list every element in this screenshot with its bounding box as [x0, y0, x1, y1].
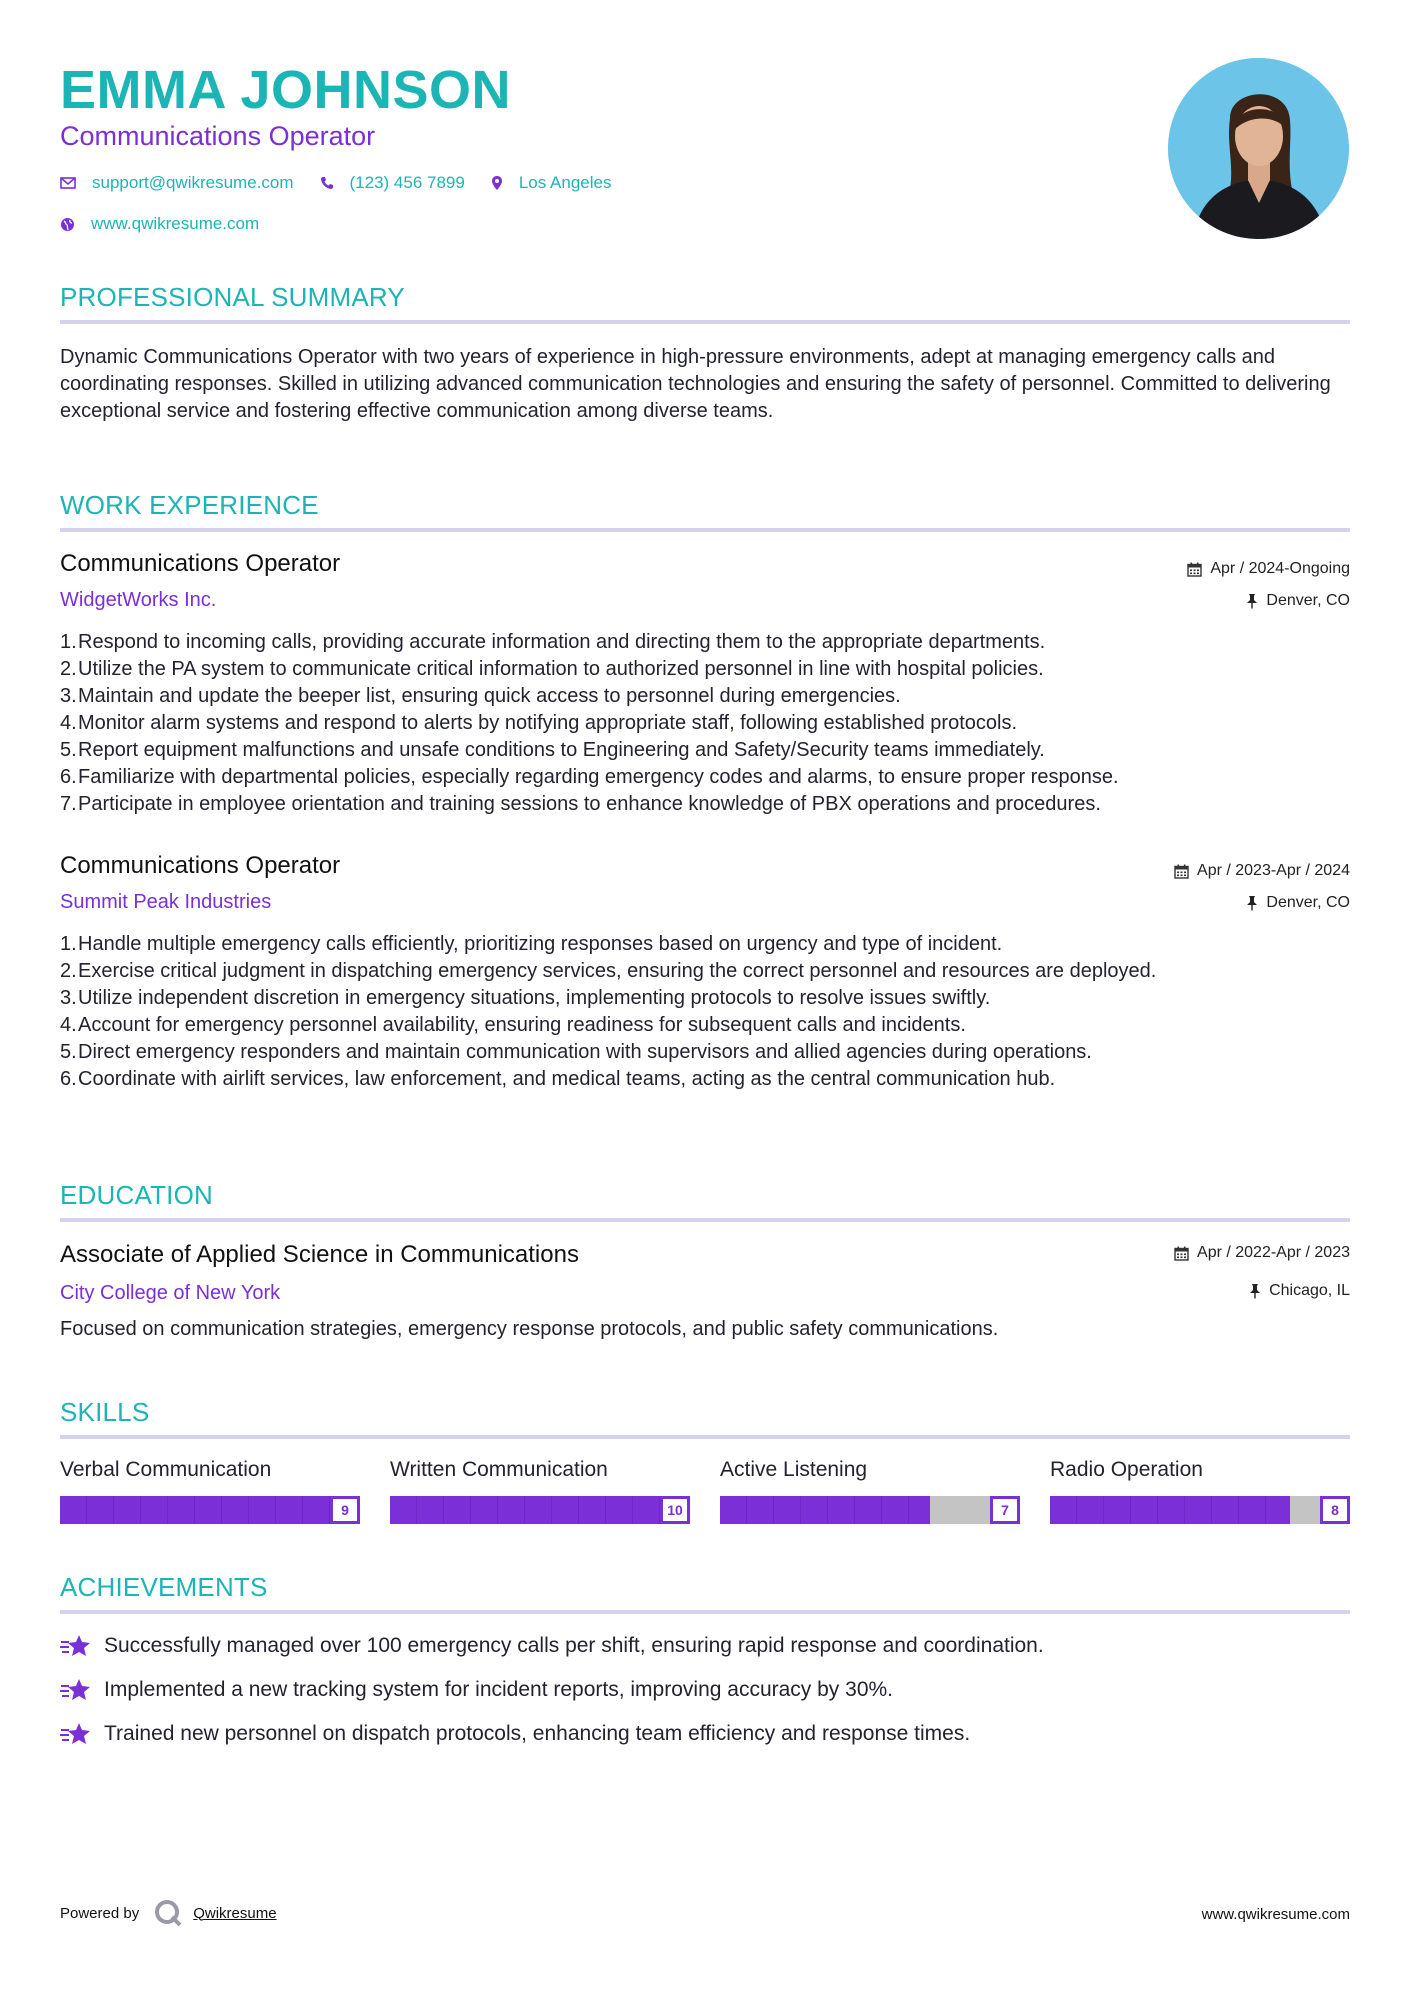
education-dates-text: Apr / 2022-Apr / 2023	[1197, 1244, 1350, 1261]
job-responsibilities	[60, 931, 1350, 1093]
footer-website[interactable]: www.qwikresume.com	[1201, 1906, 1350, 1923]
skill-bar	[390, 1496, 690, 1524]
phone-contact[interactable]	[320, 173, 465, 193]
skill-written-communication	[390, 1456, 690, 1524]
job-location-text: Denver, CO	[1266, 894, 1350, 911]
company-name: WidgetWorks Inc.	[60, 589, 217, 611]
calendar-icon	[1174, 1246, 1189, 1261]
job-responsibilities	[60, 629, 1350, 818]
list-item: 2. Utilize the PA system to communicate critical information to authorized personnel in line with hospital policies.	[60, 658, 1044, 680]
skill-label: Written Communication	[390, 1458, 608, 1481]
job-location	[1246, 892, 1350, 914]
list-item: 3. Maintain and update the beeper list, ensuring quick access to personnel during emergencies.	[60, 685, 901, 707]
list-item: 3. Utilize independent discretion in emergency situations, implementing protocols to resolve issues swiftly.	[60, 987, 991, 1009]
envelope-icon	[60, 177, 76, 189]
skill-label: Active Listening	[720, 1458, 868, 1481]
footer-powered-by	[60, 1898, 277, 1928]
list-item: 4. Monitor alarm systems and respond to alerts by notifying appropriate staff, following established protocols.	[60, 712, 1018, 734]
list-item: 6. Coordinate with airlift services, law enforcement, and medical teams, acting as the central communication hub.	[60, 1068, 1056, 1090]
pushpin-icon	[1246, 895, 1258, 911]
section-title-summary: PROFESSIONAL SUMMARY	[60, 282, 405, 312]
education-location	[1249, 1280, 1350, 1302]
location-contact	[491, 173, 612, 193]
profile-photo	[1168, 58, 1349, 239]
company-name: Summit Peak Industries	[60, 891, 272, 913]
skill-verbal-communication	[60, 1456, 360, 1524]
globe-icon	[60, 217, 75, 232]
section-divider	[60, 1435, 1350, 1439]
skill-active-listening	[720, 1456, 1020, 1524]
shooting-star-icon	[60, 1721, 92, 1747]
job-dates	[1174, 860, 1350, 882]
section-title-experience: WORK EXPERIENCE	[60, 490, 319, 520]
list-item: 6. Familiarize with departmental policies, especially regarding emergency codes and alarms, to ensure proper response.	[60, 766, 1119, 788]
pushpin-icon	[1246, 593, 1258, 609]
skill-label: Verbal Communication	[60, 1458, 272, 1481]
school-name: City College of New York	[60, 1282, 281, 1304]
achievement-item	[60, 1720, 970, 1748]
candidate-role: Communications Operator	[60, 121, 376, 151]
list-item: 1. Respond to incoming calls, providing accurate information and directing them to the appropriate departments.	[60, 631, 1046, 653]
contact-row-2	[60, 214, 285, 234]
candidate-name: EMMA JOHNSON	[60, 60, 512, 120]
skill-bar	[720, 1496, 1020, 1524]
education-dates	[1174, 1242, 1350, 1264]
skill-level-badge: 8	[1320, 1496, 1350, 1524]
pushpin-icon	[1249, 1283, 1261, 1299]
list-item: 2. Exercise critical judgment in dispatching emergency services, ensuring the correct personnel and resources are deployed.	[60, 960, 1157, 982]
section-divider	[60, 1218, 1350, 1222]
list-item: 7. Participate in employee orientation and training sessions to enhance knowledge of PBX operations and procedures.	[60, 793, 1101, 815]
skill-level-badge: 7	[990, 1496, 1020, 1524]
powered-by-label: Powered by	[60, 1904, 140, 1922]
education-description: Focused on communication strategies, emergency response protocols, and public safety communications.	[60, 1318, 999, 1340]
job-dates	[1187, 558, 1350, 580]
calendar-icon	[1174, 864, 1189, 879]
list-item: 5. Report equipment malfunctions and unsafe conditions to Engineering and Safety/Security teams immediately.	[60, 739, 1045, 761]
shooting-star-icon	[60, 1677, 92, 1703]
phone-icon	[320, 176, 334, 190]
education-location-text: Chicago, IL	[1269, 1282, 1350, 1299]
job-location-text: Denver, CO	[1266, 592, 1350, 609]
email-text: support@qwikresume.com	[92, 173, 294, 192]
achievement-text: Successfully managed over 100 emergency calls per shift, ensuring rapid response and coordination.	[104, 1634, 1044, 1657]
profile-photo-illustration	[1168, 58, 1349, 239]
qwikresume-link[interactable]: Qwikresume	[193, 1904, 277, 1922]
skill-bar	[1050, 1496, 1350, 1524]
achievement-text: Implemented a new tracking system for incident reports, improving accuracy by 30%.	[104, 1678, 894, 1701]
section-title-skills: SKILLS	[60, 1397, 150, 1427]
website-text: www.qwikresume.com	[91, 214, 260, 233]
email-contact[interactable]	[60, 173, 294, 193]
achievement-item	[60, 1676, 893, 1704]
job-dates-text: Apr / 2024-Ongoing	[1210, 560, 1350, 577]
map-pin-icon	[491, 175, 503, 191]
skill-bar	[60, 1496, 360, 1524]
skill-bar-fill	[720, 1496, 930, 1524]
list-item: 1. Handle multiple emergency calls efficiently, prioritizing responses based on urgency and type of incident.	[60, 933, 1003, 955]
job-location	[1246, 590, 1350, 612]
location-text: Los Angeles	[518, 173, 612, 192]
achievement-text: Trained new personnel on dispatch protocols, enhancing team efficiency and response times.	[104, 1722, 971, 1745]
skill-level-badge: 10	[660, 1496, 690, 1524]
shooting-star-icon	[60, 1633, 92, 1659]
summary-text: Dynamic Communications Operator with two years of experience in high-pressure environments, adept at managing emergency calls and coordinating responses. Skilled in utilizing advanced communication technologies and ensuring the safety of personnel. Committed to delivering exceptional service and fostering effective communication among diverse teams.	[60, 346, 1331, 422]
contact-row-1	[60, 173, 637, 193]
calendar-icon	[1187, 562, 1202, 577]
section-title-achievements: ACHIEVEMENTS	[60, 1572, 268, 1602]
section-title-education: EDUCATION	[60, 1180, 213, 1210]
job-title: Communications Operator	[60, 852, 341, 879]
job-dates-text: Apr / 2023-Apr / 2024	[1197, 862, 1350, 879]
skill-bar-fill	[390, 1496, 690, 1524]
qwikresume-logo-icon	[153, 1898, 183, 1928]
phone-text: (123) 456 7899	[349, 173, 465, 192]
section-divider	[60, 1610, 1350, 1614]
job-title: Communications Operator	[60, 550, 341, 577]
skill-level-badge: 9	[330, 1496, 360, 1524]
list-item: 5. Direct emergency responders and maintain communication with supervisors and allied agencies during operations.	[60, 1041, 1092, 1063]
section-divider	[60, 320, 1350, 324]
list-item: 4. Account for emergency personnel availability, ensuring readiness for subsequent calls and incidents.	[60, 1014, 966, 1036]
section-divider	[60, 528, 1350, 532]
website-contact[interactable]	[60, 214, 259, 234]
achievement-item	[60, 1632, 1044, 1660]
skill-bar-fill	[60, 1496, 330, 1524]
skill-label: Radio Operation	[1050, 1458, 1203, 1481]
degree-title: Associate of Applied Science in Communications	[60, 1241, 579, 1268]
skill-radio-operation	[1050, 1456, 1350, 1524]
skill-bar-fill	[1050, 1496, 1290, 1524]
